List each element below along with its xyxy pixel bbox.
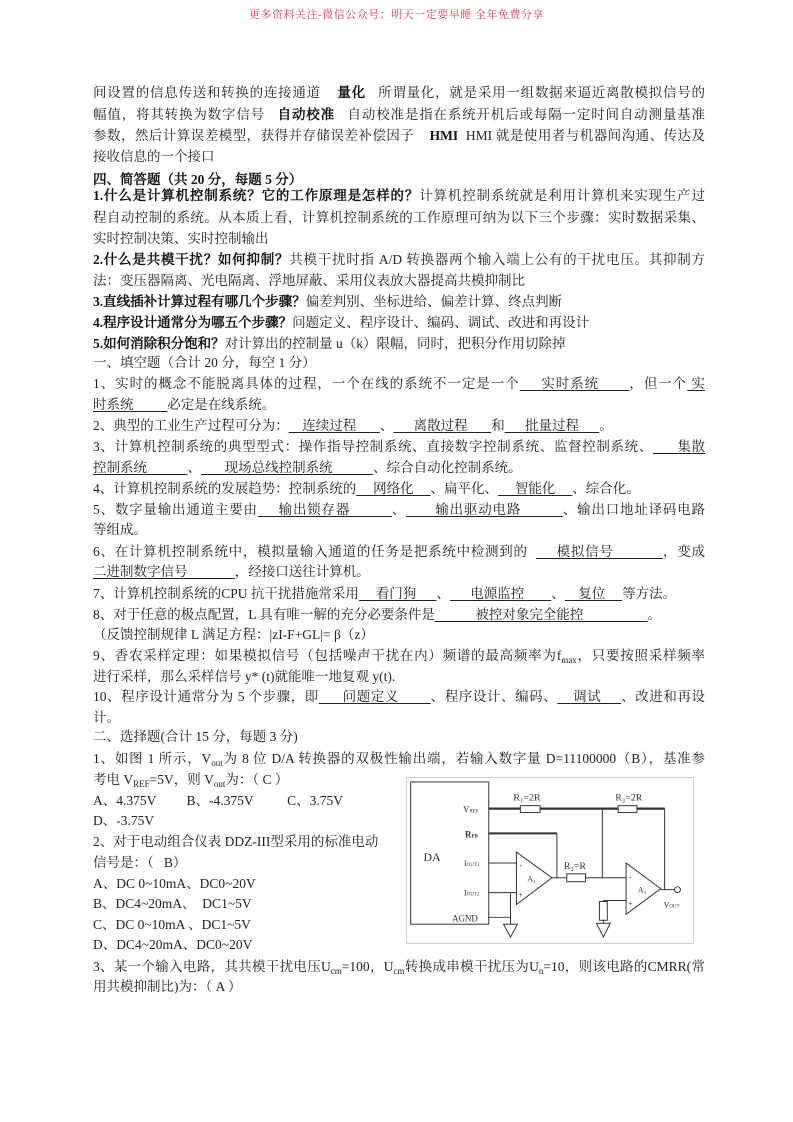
- da-label: DA: [423, 849, 441, 864]
- resistor-r2: [567, 874, 586, 882]
- output-terminal: [674, 887, 680, 893]
- text-segment: 7、计算机控制系统的CPU 抗干扰措施常采用: [93, 586, 359, 601]
- answer-blank: 电源监控: [450, 586, 552, 601]
- answer-blank: 连续过程: [288, 418, 380, 433]
- ground-icon: [504, 924, 518, 937]
- bold-text: 5.如何消除积分饱和？: [93, 336, 225, 351]
- text-segment: ，经接口送往计算机。: [234, 564, 370, 579]
- a1-plus: +: [518, 890, 523, 900]
- text-line: [93, 542, 705, 562]
- text-line: [93, 874, 256, 894]
- answer-blank: 二进制数字信号: [93, 564, 235, 579]
- a2-minus: -: [629, 872, 632, 882]
- text-segment: 等组成。: [93, 522, 147, 537]
- text-line: [93, 500, 705, 520]
- text-segment: 转换成串模干扰压为U: [404, 959, 539, 974]
- text-line: [93, 625, 374, 645]
- text-line: [93, 147, 215, 167]
- text-segment: 10、程序设计通常分为 5 个步骤，即: [93, 689, 319, 704]
- text-line: [93, 562, 370, 582]
- answer-blank: 输出锁存器: [257, 502, 392, 517]
- text-segment: D、DC4~20mA、DC0~20V: [93, 937, 253, 952]
- text-line: [93, 313, 589, 333]
- text-segment: 9、香农采样定理：如果模拟信号（包括噪声干扰在内）频谱的最高频率为f: [93, 648, 562, 663]
- text-segment: 8、对于任意的极点配置，L 具有唯一解的充分必要条件是: [93, 607, 435, 622]
- text-segment: ，但一个: [629, 376, 688, 391]
- r2-label: R₂=R: [563, 860, 587, 872]
- text-line: [93, 977, 242, 997]
- answer-blank: 复位: [564, 586, 623, 601]
- text-segment: 对计算出的控制量 u（k）限幅，同时，把积分作用切除掉: [224, 336, 566, 351]
- text-segment: D、-3.75V: [93, 813, 155, 828]
- text-segment: 自动校准是指在系统开机后或每隔一定时间自动测量基准: [334, 107, 706, 122]
- header-banner: 更多资料关注-微信公众号：明天一定要早睡 全年免费分享: [249, 9, 544, 21]
- text-segment: 一、填空题（合计 20 分，每空 1 分）: [93, 355, 316, 370]
- text-segment: 共模干扰时指 A/D 转换器两个输入端上公有的干扰电压。其抑制方: [289, 252, 705, 267]
- agnd-pin-label: AGND: [452, 913, 478, 924]
- text-segment: 和: [491, 418, 505, 433]
- text-line: [93, 605, 661, 625]
- text-segment: 计。: [93, 710, 120, 725]
- text-line: [93, 208, 705, 228]
- da-block: [411, 782, 489, 924]
- a1-minus: -: [519, 860, 523, 870]
- text-line: [93, 894, 252, 914]
- rfb-pin-label: RFB: [465, 829, 478, 840]
- da-converter-circuit: [407, 778, 693, 943]
- text-line: [93, 832, 378, 852]
- text-line: [93, 374, 705, 394]
- text-line: [93, 770, 288, 790]
- text-line: [93, 250, 705, 270]
- text-segment: =5V，则 V: [149, 772, 214, 787]
- text-segment: 程自动控制的系统。从本质上看，计算机控制系统的工作原理可纳为以下三个步骤：实时数据采集、: [93, 210, 705, 225]
- answer-blank: 实时系统: [519, 376, 630, 391]
- text-segment: C、DC 0~10mA 、DC1~5V: [93, 917, 251, 932]
- text-segment: （反馈控制规律 L 满足方程：|zI-F+GL|= β（z）: [93, 627, 374, 642]
- resistor-r3: [618, 806, 637, 813]
- answer-blank: 调试: [557, 689, 622, 704]
- text-line: [93, 479, 640, 499]
- text-segment: 为：（ C ）: [225, 772, 289, 787]
- text-segment: ，变成: [663, 544, 706, 559]
- bold-text: 自动校准: [277, 107, 335, 122]
- text-segment: 参数，然后计算误差模型，获得并存储误差补偿因子: [93, 128, 430, 143]
- answer-blank: 集散: [653, 439, 706, 454]
- r3-label: R₃=2R: [615, 792, 643, 804]
- subscript: out: [213, 779, 226, 789]
- text-segment: 2、典型的工业生产过程可分为：: [93, 418, 289, 433]
- text-segment: 6、在计算机控制系统中，模拟量输入通道的任务是把系统中检测到的: [93, 544, 537, 559]
- text-segment: 1、实时的概念不能脱离具体的过程，一个在线的系统不一定是一个: [93, 376, 520, 391]
- text-segment: 等方法。: [622, 586, 677, 601]
- text-segment: 、: [391, 502, 407, 517]
- text-line: [93, 708, 120, 728]
- text-segment: 所谓量化，就是采用一组数据来逼近离散模拟信号的: [365, 85, 706, 100]
- bold-text: 2.什么是共模干扰？如何抑制？: [93, 252, 290, 267]
- answer-blank: 看门狗: [358, 586, 437, 601]
- bold-text: 四、简答题（共 20 分，每题 5 分）: [93, 172, 303, 187]
- text-segment: 间设置的信息传送和转换的连接通道: [93, 85, 338, 100]
- text-segment: 偏差判别、坐标进给、偏差计算、终点判断: [305, 294, 563, 309]
- text-segment: 2、对于电动组合仪表 DDZ-III型采用的标准电动: [93, 834, 379, 849]
- text-segment: 、: [187, 460, 201, 475]
- iout1-pin-label: IOUT1: [464, 858, 480, 868]
- resistor-ground: [599, 902, 607, 921]
- subscript: max: [561, 655, 577, 665]
- answer-blank: 输出驱动电路: [406, 502, 563, 517]
- text-segment: 4、计算机控制系统的发展趋势：控制系统的: [93, 481, 357, 496]
- text-line: [93, 229, 269, 249]
- vout-label: VOUT: [663, 900, 680, 910]
- text-line: [93, 186, 705, 206]
- text-segment: 为 8 位 D/A 转换器的双极性输出端，若输入数字量 D=11100000（B），基准参: [222, 751, 705, 766]
- text-line: [93, 646, 705, 666]
- text-segment: 3、某一个输入电路，其共模干扰电压U: [93, 959, 331, 974]
- text-segment: 、: [551, 586, 565, 601]
- text-segment: 、程序设计、编码、: [430, 689, 558, 704]
- text-line: [93, 520, 147, 540]
- text-line: [93, 957, 705, 977]
- text-segment: 考电 V: [93, 772, 134, 787]
- text-line: [93, 687, 705, 707]
- answer-blank: 现场总线控制系统: [201, 460, 374, 475]
- text-segment: 、改进和再设: [621, 689, 706, 704]
- text-segment: 问题定义、程序设计、编码、调试、改进和再设计: [292, 315, 590, 330]
- text-segment: 、输出口地址译码电路: [562, 502, 706, 517]
- subscript: out: [211, 758, 223, 768]
- text-segment: ，只要按照采样频率: [576, 648, 706, 663]
- text-line: [93, 271, 525, 291]
- text-segment: 、: [379, 418, 394, 433]
- text-segment: HMI 就是使用者与机器间沟通、传达及: [458, 128, 705, 143]
- a2-label: A₂: [637, 885, 647, 895]
- text-segment: 、综合化。: [572, 481, 640, 496]
- text-segment: 信号是：（ B）: [93, 855, 187, 870]
- bold-text: 量化: [337, 85, 366, 100]
- text-line: [93, 584, 676, 604]
- vref-pin-label: VREF: [463, 804, 479, 815]
- subscript: REF: [133, 779, 150, 789]
- resistor-r1: [520, 806, 540, 813]
- circuit-diagram-figure-1: [406, 777, 694, 944]
- text-segment: 5、数字量输出通道主要由: [93, 502, 258, 517]
- text-segment: A、DC 0~10mA、DC0~20V: [93, 876, 256, 891]
- answer-blank: 实: [687, 376, 706, 391]
- bold-text: 3.直线插补计算过程有哪几个步骤？: [93, 294, 306, 309]
- text-segment: 。: [599, 418, 613, 433]
- text-line: [93, 416, 613, 436]
- answer-blank: 智能化: [498, 481, 573, 496]
- answer-blank: 离散过程: [393, 418, 492, 433]
- text-line: [93, 292, 562, 312]
- ground-icon: [596, 923, 610, 937]
- text-segment: 。: [647, 607, 661, 622]
- subscript: cm: [330, 966, 342, 976]
- text-line: [93, 126, 705, 146]
- text-segment: =10，则该电路的CMRR(常: [543, 959, 705, 974]
- answer-blank: 时系统: [93, 397, 168, 412]
- iout2-pin-label: IOUT2: [464, 888, 480, 898]
- text-line: [93, 437, 705, 457]
- subscript: n: [538, 966, 544, 976]
- text-line: [93, 353, 316, 373]
- text-segment: 实时控制决策、实时控制输出: [93, 231, 269, 246]
- text-line: [93, 727, 298, 747]
- bold-text: HMI: [429, 128, 459, 143]
- text-line: [93, 105, 705, 125]
- text-segment: 二、选择题(合计 15 分，每题 3 分): [93, 729, 298, 744]
- text-line: [93, 811, 154, 831]
- text-line: [93, 334, 566, 354]
- text-segment: 、扁平化、: [430, 481, 498, 496]
- answer-blank: 批量过程: [504, 418, 600, 433]
- text-segment: B、DC4~20mA、 DC1~5V: [93, 896, 252, 911]
- text-line: [93, 458, 522, 478]
- text-line: [93, 935, 252, 955]
- answer-blank: 网络化: [356, 481, 431, 496]
- text-segment: =100，U: [341, 959, 394, 974]
- answer-blank: 被控对象完全能控: [434, 607, 648, 622]
- a1-label: A₁: [527, 874, 536, 884]
- text-segment: 计算机控制系统就是利用计算机来实现生产过: [419, 188, 706, 203]
- text-line: [93, 667, 395, 687]
- text-line: [93, 853, 186, 873]
- text-segment: A、4.375V B、-4.375V C、3.75V: [93, 793, 344, 808]
- text-segment: 进行采样，那么采样信号 y* (t)就能唯一地复观 y(t).: [93, 669, 396, 684]
- text-line: [93, 83, 705, 103]
- answer-blank: 控制系统: [93, 460, 188, 475]
- text-segment: 、: [436, 586, 451, 601]
- text-line: [93, 749, 705, 769]
- text-segment: 法：变压器隔离、光电隔离、浮地屏蔽、采用仪表放大器提高共模抑制比: [93, 273, 525, 288]
- text-segment: 、综合自动化控制系统。: [373, 460, 522, 475]
- text-segment: 接收信息的一个接口: [93, 149, 215, 164]
- text-line: [93, 395, 275, 415]
- text-segment: 必定是在线系统。: [167, 397, 276, 412]
- answer-blank: 模拟信号: [536, 544, 664, 559]
- bold-text: 1.什么是计算机控制系统？它的工作原理是怎样的？: [93, 188, 420, 203]
- text-segment: 用共模抑制比)为：（ A ）: [93, 979, 242, 994]
- text-line: [93, 791, 343, 811]
- text-segment: 1、如图 1 所示，V: [93, 751, 212, 766]
- answer-blank: 问题定义: [318, 689, 431, 704]
- a2-plus: +: [628, 899, 633, 909]
- subscript: cm: [393, 966, 405, 976]
- r1-label: R₁=2R: [513, 792, 541, 804]
- bold-text: 4.程序设计通常分为哪五个步骤？: [93, 315, 293, 330]
- text-line: [93, 915, 251, 935]
- text-segment: 3、计算机控制系统的典型型式：操作指导控制系统、直接数字控制系统、监督控制系统、: [93, 439, 654, 454]
- text-segment: 幅值，将其转换为数字信号: [93, 107, 278, 122]
